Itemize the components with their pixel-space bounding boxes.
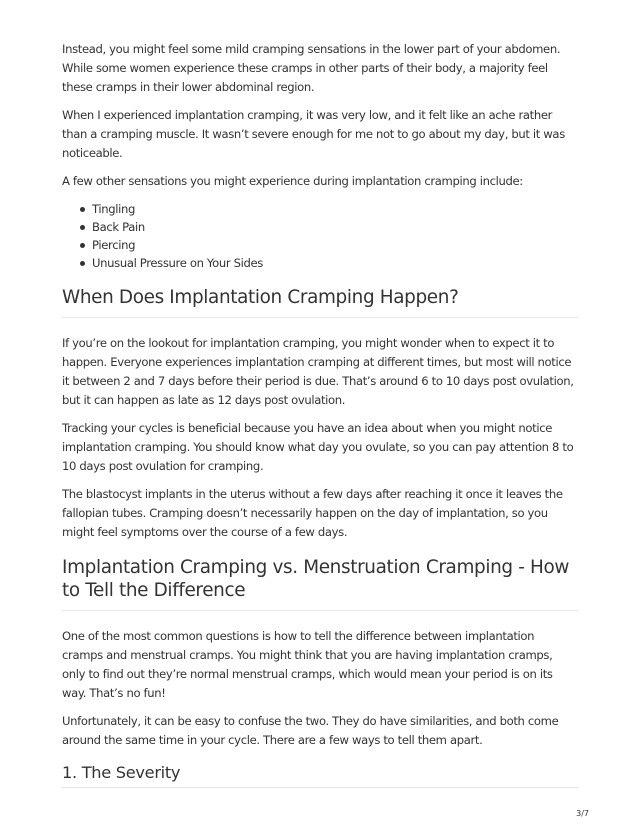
list-item — [80, 236, 578, 254]
page-number: 3/7 — [576, 809, 589, 818]
list-item — [80, 200, 578, 218]
subheading-severity: 1. The Severity — [62, 762, 578, 788]
list-item-label: Tingling — [92, 202, 136, 216]
document-page — [62, 40, 578, 788]
sensations-list — [62, 200, 578, 272]
paragraph: One of the most common questions is how to tell the difference between implantation cramps and menstrual cramps. You might think that you are having implantation cramps, only to find out they’re normal menstrual cramps, which would mean your period is on its way. That’s no fun! — [62, 629, 553, 700]
paragraph: Instead, you might feel some mild cramping sensations in the lower part of your abdomen. While some women experience these cramps in other parts of their body, a majority feel these cramps in their lower abdominal region. — [62, 42, 561, 94]
list-item — [80, 254, 578, 272]
bullet-icon — [80, 207, 85, 212]
paragraph: If you’re on the lookout for implantation cramping, you might wonder when to expect it to happen. Everyone experiences implantation cramping at different times, but most will notice it between 2 and 7 days before their period is due. That’s around 6 to 10 days post ovulation, but it can happen as late as 12 days post ovulation. — [62, 336, 574, 407]
paragraph: Unfortunately, it can be easy to confuse the two. They do have similarities, and both come around the same time in your cycle. There are a few ways to tell them apart. — [62, 714, 559, 747]
paragraph: A few other sensations you might experience during implantation cramping include: — [62, 174, 523, 188]
bullet-icon — [80, 261, 85, 266]
section-heading-vs: Implantation Cramping vs. Menstruation Cramping - How to Tell the Difference — [62, 556, 578, 611]
list-item-label: Piercing — [92, 238, 136, 252]
list-item — [80, 218, 578, 236]
paragraph: Tracking your cycles is beneficial because you have an idea about when you might notice implantation cramping. You should know what day you ovulate, so you can pay attention 8 to 10 days post ovulation for cramping. — [62, 421, 574, 473]
list-item-label: Back Pain — [92, 220, 145, 234]
paragraph: The blastocyst implants in the uterus without a few days after reaching it once it leaves the fallopian tubes. Cramping doesn’t necessarily happen on the day of implantation, so you might feel symptoms over the course of a few days. — [62, 487, 563, 539]
section-heading-when: When Does Implantation Cramping Happen? — [62, 286, 578, 318]
bullet-icon — [80, 225, 85, 230]
list-item-label: Unusual Pressure on Your Sides — [92, 256, 263, 270]
paragraph: When I experienced implantation cramping, it was very low, and it felt like an ache rather than a cramping muscle. It wasn’t severe enough for me not to go about my day, but it was noticeable. — [62, 108, 565, 160]
bullet-icon — [80, 243, 85, 248]
